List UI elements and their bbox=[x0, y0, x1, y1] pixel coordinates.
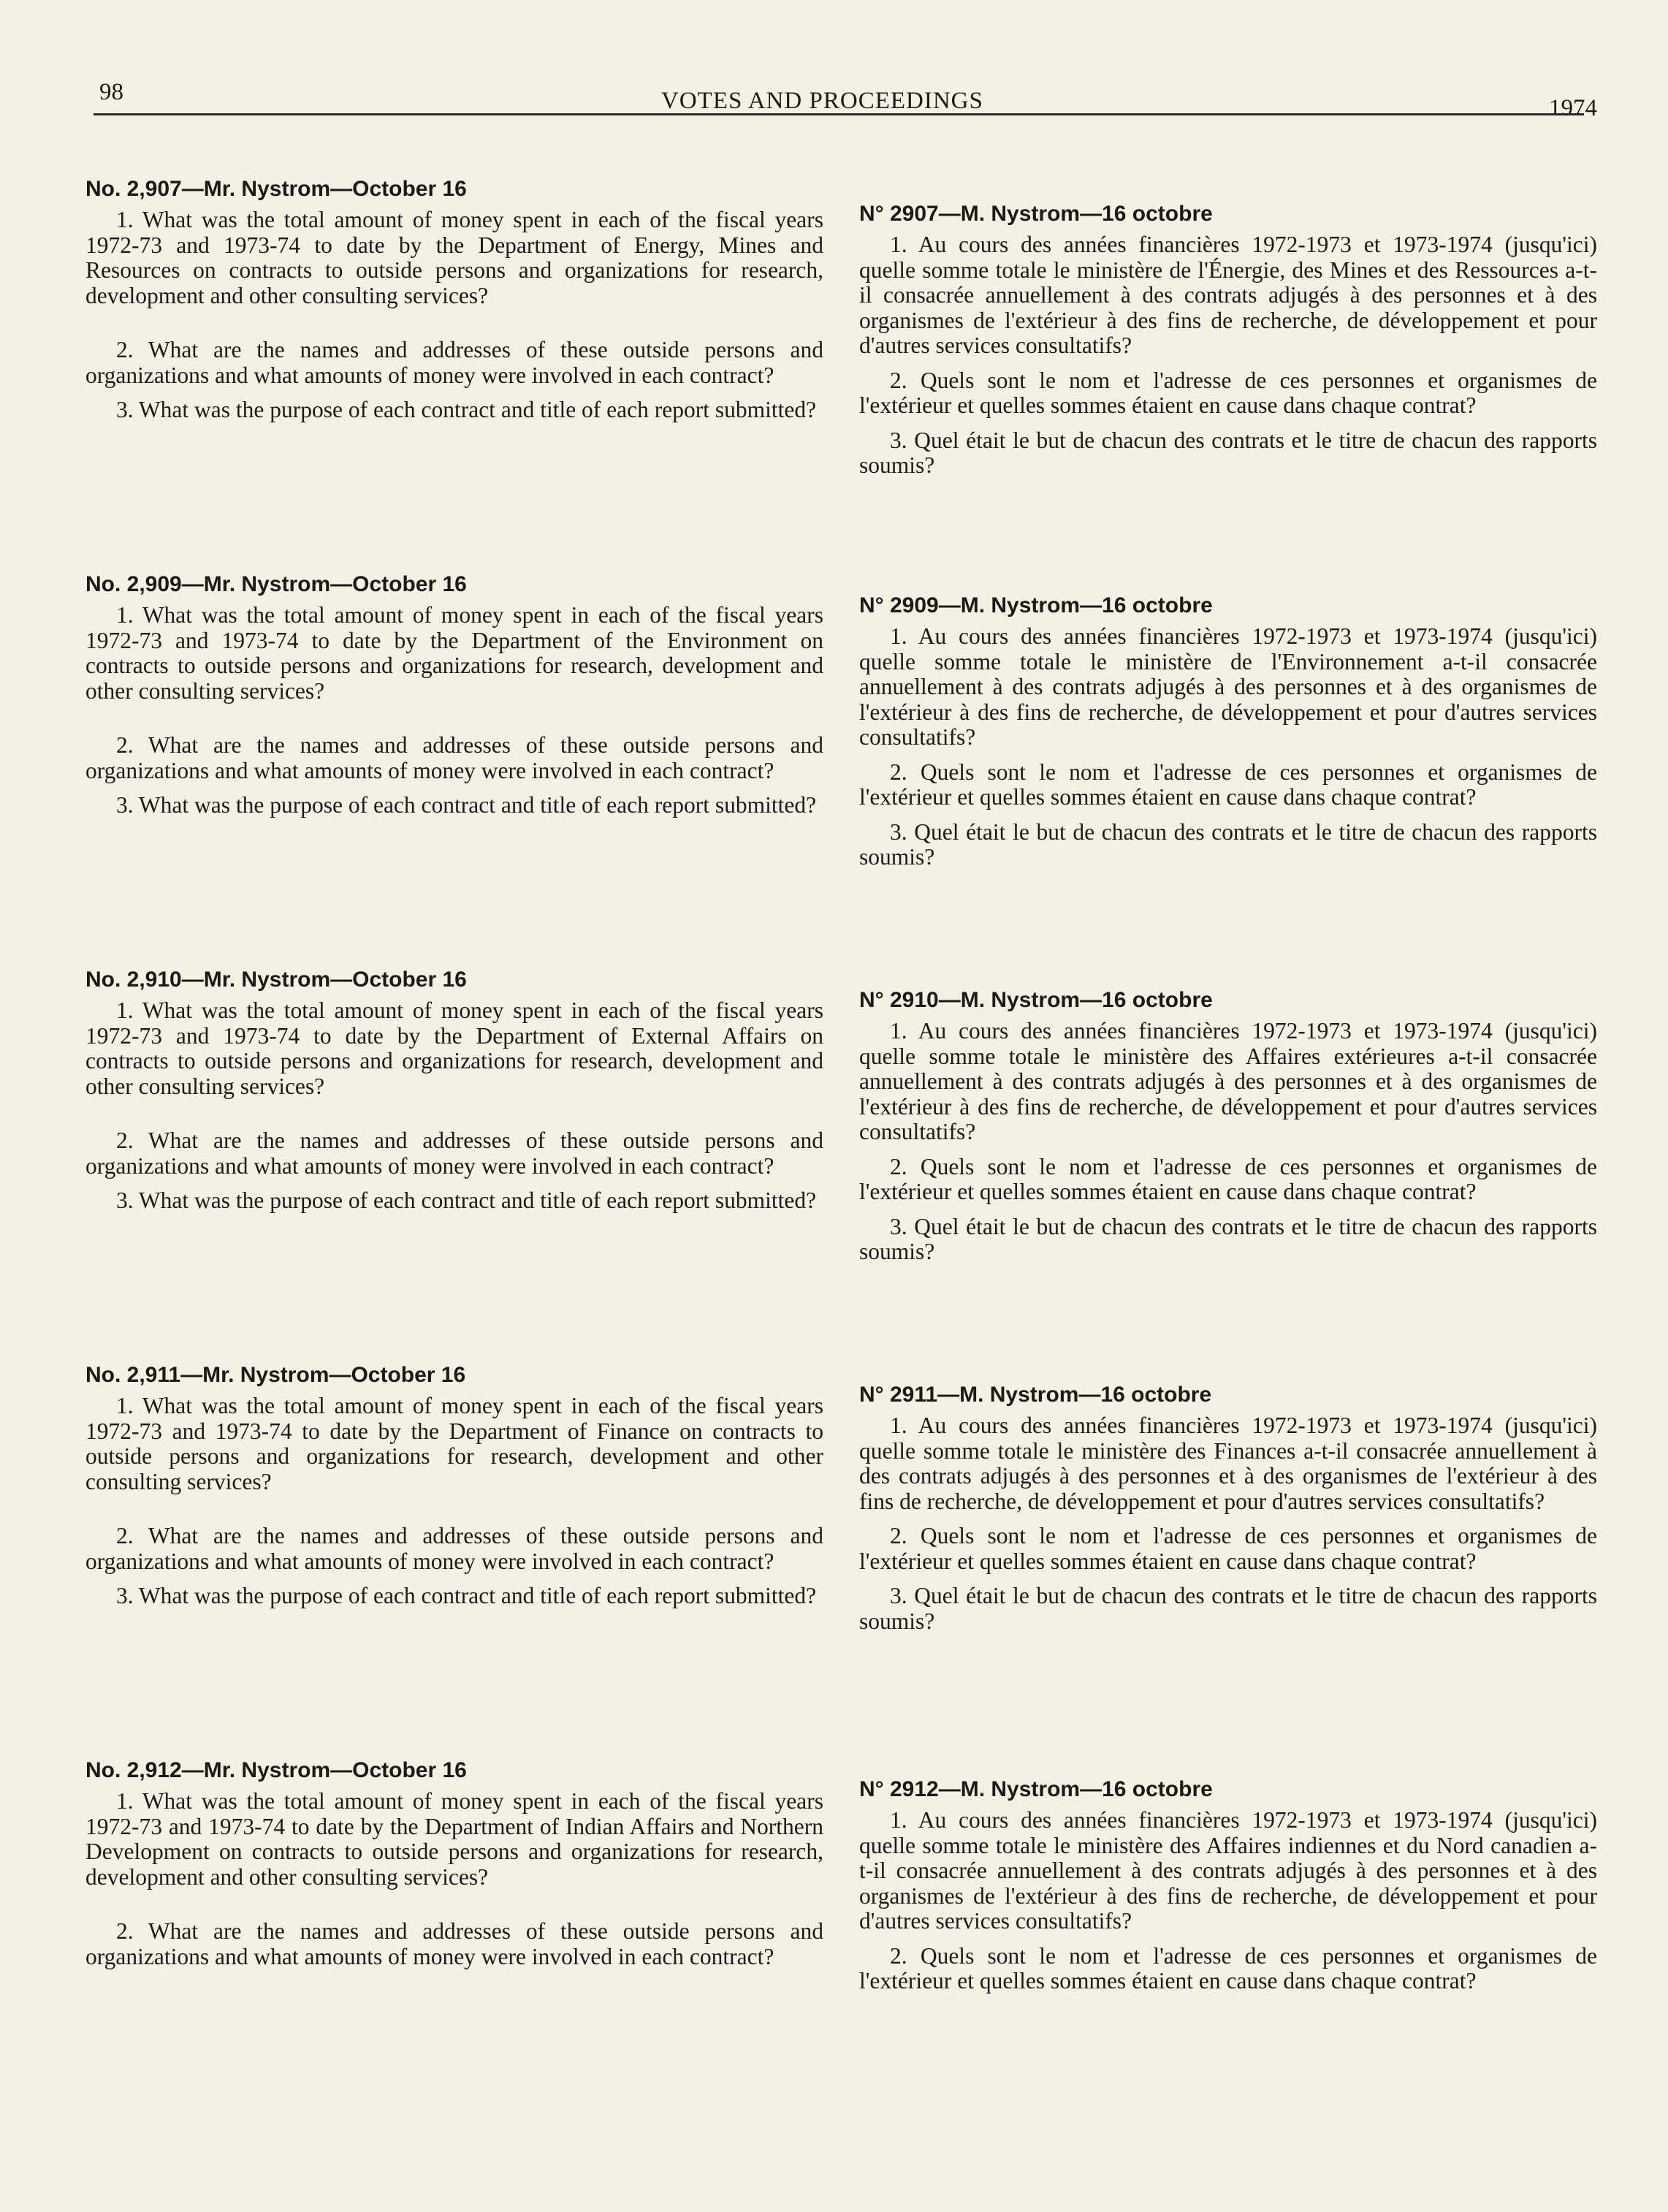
question-part-1: 1. What was the total amount of money spent in each of the fiscal years 1972-73 and 1973-74 to date by the Department of Indian Affairs and Northern Development on contracts to outside persons and organizations for research, development and other consulting services? bbox=[85, 1788, 823, 1890]
question-part-3: 3. What was the purpose of each contract and title of each report submitted? bbox=[116, 792, 817, 818]
question-part-3: 3. Quel était le but de chacun des contrats et le titre de chacun des rapports soumis? bbox=[859, 1213, 1597, 1264]
question-2910-fr bbox=[859, 987, 1597, 1265]
question-part-2: 2. What are the names and addresses of these outside persons and organizations and what amounts of money were involved in each contract? bbox=[85, 1523, 823, 1574]
question-part-3: 3. Quel était le but de chacun des contrats et le titre de chacun des rapports soumis? bbox=[859, 1583, 1597, 1634]
question-part-2: 2. What are the names and addresses of these outside persons and organizations and what amounts of money were involved in each contract? bbox=[85, 1918, 823, 1969]
question-2912-fr bbox=[859, 1776, 1597, 1994]
question-part-3: 3. What was the purpose of each contract and title of each report submitted? bbox=[116, 1187, 817, 1213]
question-2911-fr bbox=[859, 1381, 1597, 1634]
year-label: 1974 bbox=[1549, 95, 1597, 121]
question-part-1: 1. What was the total amount of money spent in each of the fiscal years 1972-73 and 1973-74 to date by the Department of External Affairs on contracts to outside persons and organizations for research, development and other consulting services? bbox=[85, 997, 823, 1099]
question-part-2: 2. What are the names and addresses of these outside persons and organizations and what amounts of money were involved in each contract? bbox=[85, 732, 823, 783]
question-part-3: 3. Quel était le but de chacun des contrats et le titre de chacun des rapports soumis? bbox=[859, 427, 1597, 478]
page-number: 98 bbox=[99, 79, 123, 105]
question-part-1: 1. What was the total amount of money spent in each of the fiscal years 1972-73 and 1973-74 to date by the Department of the Environment on contracts to outside persons and organizations for research, development and other consulting services? bbox=[85, 602, 823, 704]
question-part-3: 3. What was the purpose of each contract and title of each report submitted? bbox=[116, 1583, 817, 1608]
question-part-2: 2. What are the names and addresses of these outside persons and organizations and what amounts of money were involved in each contract? bbox=[85, 337, 823, 388]
question-heading: No. 2,911—Mr. Nystrom—October 16 bbox=[85, 1363, 466, 1387]
page-header bbox=[0, 0, 1668, 124]
question-2911-en bbox=[85, 1361, 823, 1609]
question-2909-fr bbox=[859, 592, 1597, 870]
question-part-1: 1. Au cours des années financières 1972-1973 et 1973-1974 (jusqu'ici) quelle somme totale le ministère des Affaires indiennes et du Nord canadien a-t-il consacrée annuellement à des contrats adjugés à des personnes et à des organismes de l'extérieur à des fins de recherche, de développement et pour d'autres services consultatifs? bbox=[859, 1807, 1597, 1934]
header-rule bbox=[94, 113, 1584, 115]
question-part-1: 1. Au cours des années financières 1972-1973 et 1973-1974 (jusqu'ici) quelle somme totale le ministère de l'Énergie, des Mines et des Ressources a-t-il consacrée annuellement à des contrats adjugés à des personnes et à des organismes de l'extérieur à des fins de recherche, de développement et pour d'autres services consultatifs? bbox=[859, 232, 1597, 358]
question-2909-en bbox=[85, 571, 823, 818]
question-2910-en bbox=[85, 966, 823, 1214]
question-heading: No. 2,907—Mr. Nystrom—October 16 bbox=[85, 177, 467, 201]
question-heading: N° 2911—M. Nystrom—16 octobre bbox=[859, 1383, 1212, 1407]
question-heading: No. 2,912—Mr. Nystrom—October 16 bbox=[85, 1758, 467, 1782]
question-part-1: 1. Au cours des années financières 1972-1973 et 1973-1974 (jusqu'ici) quelle somme totale le ministère de l'Environnement a-t-il consacrée annuellement à des contrats adjugés à des personnes et à des organismes de l'extérieur à des fins de recherche, de développement et pour d'autres services consultatifs? bbox=[859, 623, 1597, 750]
question-heading: N° 2910—M. Nystrom—16 octobre bbox=[859, 988, 1213, 1012]
question-part-2: 2. Quels sont le nom et l'adresse de ces personnes et organismes de l'extérieur et quelles sommes étaient en cause dans chaque contrat? bbox=[859, 1153, 1597, 1204]
question-heading: N° 2912—M. Nystrom—16 octobre bbox=[859, 1777, 1213, 1801]
question-part-1: 1. Au cours des années financières 1972-1973 et 1973-1974 (jusqu'ici) quelle somme totale le ministère des Finances a-t-il consacrée annuellement à des contrats adjugés à des personnes et à des organismes de l'extérieur à des fins de recherche, de développement et pour d'autres services consultatifs? bbox=[859, 1413, 1597, 1514]
question-2907-en bbox=[85, 175, 823, 423]
question-2907-fr bbox=[859, 200, 1597, 479]
question-part-2: 2. Quels sont le nom et l'adresse de ces personnes et organismes de l'extérieur et quelles sommes étaient en cause dans chaque contrat? bbox=[859, 1523, 1597, 1574]
question-part-1: 1. What was the total amount of money spent in each of the fiscal years 1972-73 and 1973-74 to date by the Department of Energy, Mines and Resources on contracts to outside persons and organizations for research, development and other consulting services? bbox=[85, 207, 823, 308]
question-part-2: 2. What are the names and addresses of these outside persons and organizations and what amounts of money were involved in each contract? bbox=[85, 1128, 823, 1179]
question-2912-en bbox=[85, 1757, 823, 1969]
question-part-2: 2. Quels sont le nom et l'adresse de ces personnes et organismes de l'extérieur et quelles sommes étaient en cause dans chaque contrat? bbox=[859, 759, 1597, 810]
question-heading: No. 2,909—Mr. Nystrom—October 16 bbox=[85, 572, 467, 596]
question-heading: N° 2907—M. Nystrom—16 octobre bbox=[859, 202, 1213, 226]
running-title: VOTES AND PROCEEDINGS bbox=[661, 88, 983, 114]
question-part-2: 2. Quels sont le nom et l'adresse de ces personnes et organismes de l'extérieur et quelles sommes étaient en cause dans chaque contrat? bbox=[859, 367, 1597, 418]
question-part-1: 1. Au cours des années financières 1972-1973 et 1973-1974 (jusqu'ici) quelle somme totale le ministère des Affaires extérieures a-t-il consacrée annuellement à des contrats adjugés à des personnes et à des organismes de l'extérieur à des fins de recherche, de développement et pour d'autres services consultatifs? bbox=[859, 1018, 1597, 1144]
question-part-3: 3. Quel était le but de chacun des contrats et le titre de chacun des rapports soumis? bbox=[859, 818, 1597, 870]
question-part-1: 1. What was the total amount of money spent in each of the fiscal years 1972-73 and 1973-74 to date by the Department of Finance on contracts to outside persons and organizations for research, development and other consulting services? bbox=[85, 1393, 823, 1494]
question-heading: N° 2909—M. Nystrom—16 octobre bbox=[859, 593, 1213, 617]
question-part-3: 3. What was the purpose of each contract and title of each report submitted? bbox=[116, 397, 817, 422]
question-part-2: 2. Quels sont le nom et l'adresse de ces personnes et organismes de l'extérieur et quelles sommes étaient en cause dans chaque contrat? bbox=[859, 1942, 1597, 1994]
question-heading: No. 2,910—Mr. Nystrom—October 16 bbox=[85, 968, 467, 992]
